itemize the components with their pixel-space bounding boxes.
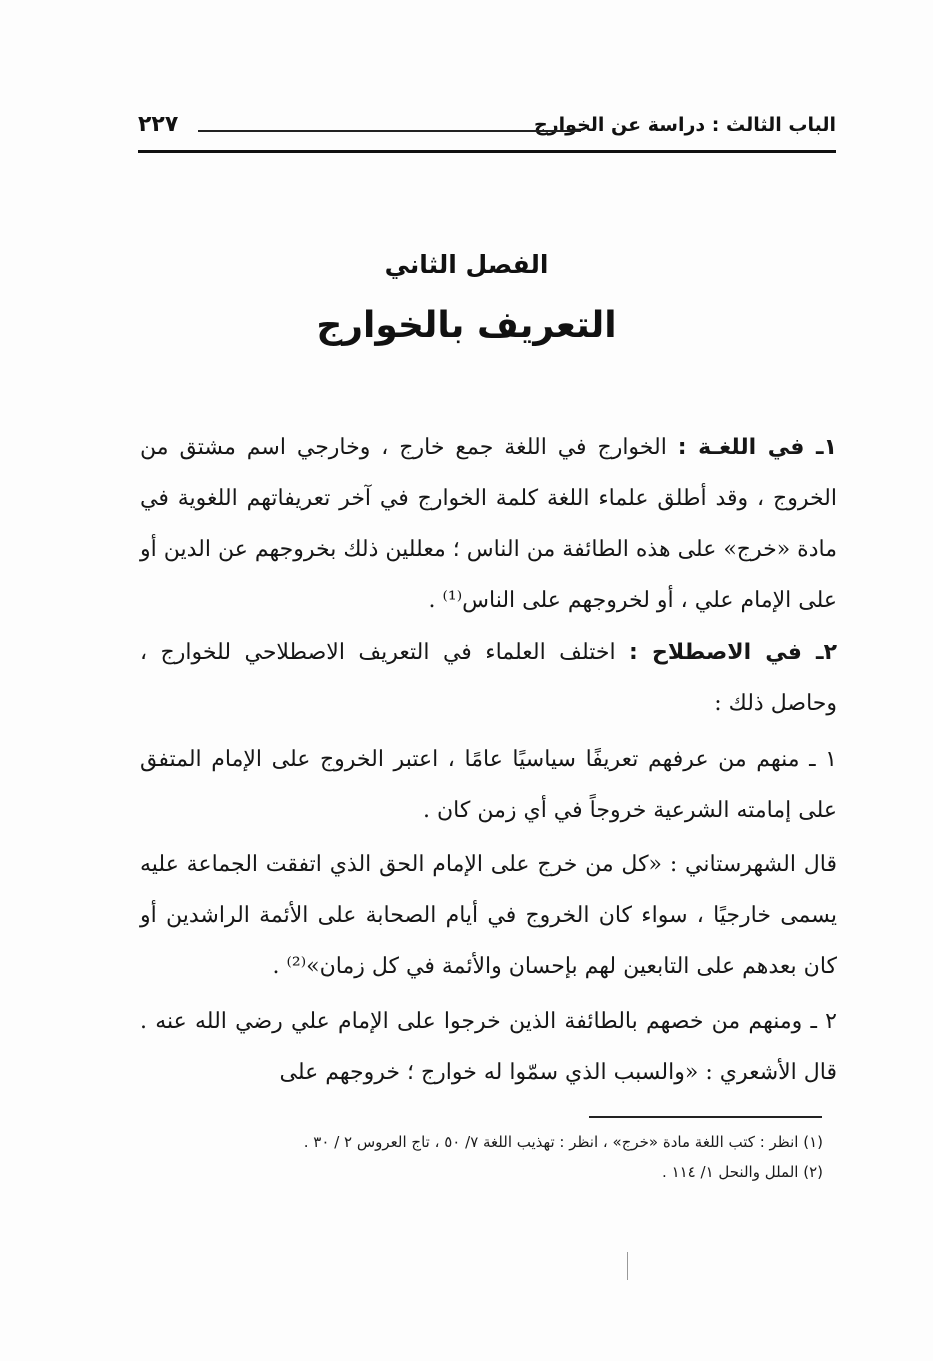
footnote-1: (١) انظر : كتب اللغة مادة «خرج» ، انظر : تهذيب اللغة ٧/ ٥٠ ، تاج العروس ٢ / ٣٠ . xyxy=(303,1133,823,1151)
paragraph-label: ٢ـ في الاصطلاح : xyxy=(629,640,837,665)
paragraph-label: ١ـ في اللغـة : xyxy=(677,435,837,460)
header-line xyxy=(198,130,581,132)
paragraph-text: الخوارج في اللغة جمع خارج ، وخارجي اسم مشتق من الخروج ، وقد أطلق علماء اللغة كلمة الخوارج في آخر تعريفاتهم اللغوية في مادة «خرج» على هذه الطائفة من الناس ؛ معللين ذلك بخروجهم عن الدين أو على الإمام علي ، أو لخروجهم على الناس⁽¹⁾ . xyxy=(140,435,837,613)
paragraph-terminology-definition xyxy=(140,627,837,729)
paragraph-text: اختلف العلماء في التعريف الاصطلاحي للخوارج ، وحاصل ذلك : xyxy=(140,640,837,716)
paragraph-ashari-quote: ٢ ـ ومنهم من خصهم بالطائفة الذين خرجوا على الإمام علي رضي الله عنه . قال الأشعري : «والسبب الذي سمّوا له خوارج ؛ خروجهم على xyxy=(140,1009,837,1085)
scan-mark xyxy=(627,1252,629,1280)
chapter-title: التعريف بالخوارج xyxy=(316,305,617,346)
paragraph-shahrastani-quote: قال الشهرستاني : «كل من خرج على الإمام الحق الذي اتفقت الجماعة عليه يسمى خارجيًا ، سواء كان الخروج في أيام الصحابة على الأئمة الراشدين أو كان بعدهم على التابعين لهم بإحسان والأئمة في كل زمان»⁽²⁾ . xyxy=(140,852,837,979)
footnote-2: (٢) الملل والنحل ١/ ١١٤ . xyxy=(662,1163,823,1181)
page-number: ٢٢٧ xyxy=(138,112,179,137)
running-title: الباب الثالث : دراسة عن الخوارج xyxy=(534,114,836,136)
footnotes xyxy=(140,1129,837,1189)
paragraph-political-definition: ١ ـ منهم من عرفهم تعريفًا سياسيًا عامًا ، اعتبر الخروج على الإمام المتفق على إمامته الشرعية خروجاً في أي زمن كان . xyxy=(140,747,837,823)
running-header xyxy=(138,112,836,142)
header-rule xyxy=(138,150,836,153)
paragraph-language-definition xyxy=(140,422,837,626)
footnote-separator xyxy=(589,1116,822,1118)
chapter-label: الفصل الثاني xyxy=(384,250,549,279)
